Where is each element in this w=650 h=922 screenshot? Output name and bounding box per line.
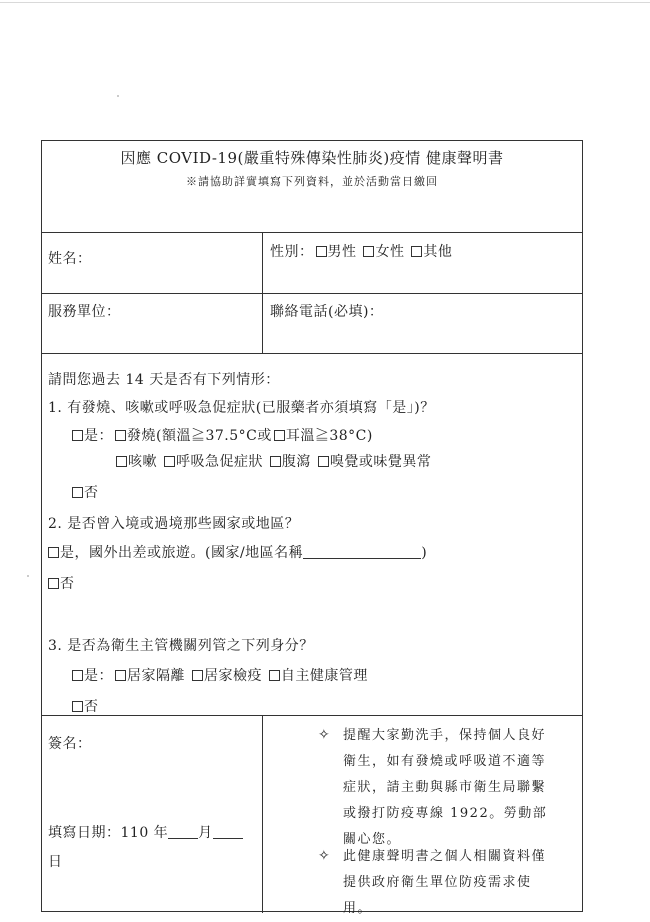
q3-home-quarantine-checkbox[interactable] [192,670,203,681]
scan-speck [27,575,29,577]
q1-no-row [70,482,99,502]
unit-label: 服務單位： [48,304,121,320]
q2-country-field[interactable] [303,546,421,559]
q3-yes-row [70,665,368,685]
date-month-label: 月 [198,825,213,841]
gender-male-label: 男性 [327,244,357,260]
gender-label: 性別： [270,244,314,260]
date-month-field[interactable] [168,826,198,839]
q1-cough-label: 咳嗽 [128,454,157,470]
divider [42,232,582,233]
q1-shortness-of-breath-checkbox[interactable] [164,456,175,467]
divider [262,232,263,353]
gender-female-checkbox[interactable] [363,246,374,257]
form-subtitle: ※請協助詳實填寫下列資料，並於活動當日繳回 [186,175,438,188]
q3-no-label: 否 [84,699,99,715]
q1-fever-label: 發燒(額溫≧37.5°C或 [127,428,272,444]
q2-no-label: 否 [60,576,75,592]
hygiene-reminder-note: 提醒大家勤洗手，保持個人良好衛生，如有發燒或呼吸道不適等症狀，請主動與縣市衛生局聯繫或撥打防疫專線 1922。勞動部關心您。 [343,728,548,847]
questions-intro: 請問您過去 14 天是否有下列情形： [48,372,280,388]
divider [42,293,582,294]
divider [262,715,263,913]
gender-other-label: 其他 [423,244,453,260]
q3-self-health-management-label: 自主健康管理 [280,668,368,684]
q1-diarrhea-checkbox[interactable] [270,456,281,467]
q3-home-isolation-checkbox[interactable] [115,670,126,681]
q2-yes-label: 是，國外出差或旅遊。(國家/地區名稱 [60,545,304,561]
q3-yes-checkbox[interactable] [72,670,83,681]
privacy-note: 此健康聲明書之個人相關資料僅提供政府衛生單位防疫需求使用。 [343,849,547,916]
q1-no-label: 否 [84,485,99,501]
q3-home-isolation-label: 居家隔離 [127,668,185,684]
name-label: 姓名： [48,251,92,267]
q3-self-health-management-checkbox[interactable] [269,670,280,681]
q1-smell-taste-checkbox[interactable] [318,456,329,467]
date-row [48,822,243,842]
q1-diarrhea-label: 腹瀉 [281,454,311,470]
note-bullet-icon: ✧ [318,848,331,864]
q2-text: 2. 是否曾入境或過境那些國家或地區？ [48,516,300,532]
form-title: 因應 COVID-19(嚴重特殊傳染性肺炎)疫情 健康聲明書 [120,149,504,167]
q1-yes-label: 是： [84,428,113,444]
q1-symptoms-row [114,451,431,471]
q1-yes-row [70,425,373,445]
q3-no-row [70,696,99,716]
q1-yes-checkbox[interactable] [72,430,83,441]
q2-no-row [46,573,75,593]
q3-home-quarantine-label: 居家檢疫 [203,668,262,684]
gender-male-checkbox[interactable] [316,246,327,257]
q1-ear-temp-label: 耳溫≧38°C) [285,428,373,444]
scan-top-edge [0,2,650,3]
health-declaration-form [41,140,583,916]
q1-smell-taste-label: 嗅覺或味覺異常 [329,454,432,470]
signature-label: 簽名： [48,736,92,752]
q2-yes-checkbox[interactable] [48,547,59,558]
note-bullet-icon: ✧ [318,727,331,743]
q3-text: 3. 是否為衛生主管機關列管之下列身分？ [48,638,314,654]
scan-speck [117,95,119,97]
date-day-label: 日 [48,854,63,870]
gender-group [270,241,452,261]
gender-other-checkbox[interactable] [411,246,422,257]
q1-text: 1. 有發燒、咳嗽或呼吸急促症狀(已服藥者亦須填寫「是」)？ [48,400,435,416]
q1-fever-checkbox[interactable] [115,430,126,441]
q1-shortness-of-breath-label: 呼吸急促症狀 [175,454,263,470]
q1-cough-checkbox[interactable] [116,456,127,467]
q2-close-paren: ) [421,545,428,561]
gender-female-label: 女性 [375,244,405,260]
q1-ear-temp-checkbox[interactable] [274,430,285,441]
phone-label: 聯絡電話(必填)： [270,304,384,320]
divider [42,715,582,716]
q3-no-checkbox[interactable] [72,701,83,712]
q1-no-checkbox[interactable] [72,487,83,498]
date-year-label: 填寫日期：110 年 [48,825,169,841]
q2-no-checkbox[interactable] [48,578,59,589]
q3-yes-label: 是： [84,668,113,684]
divider [42,353,582,354]
q2-yes-row [46,542,427,562]
date-day-field[interactable] [213,826,243,839]
